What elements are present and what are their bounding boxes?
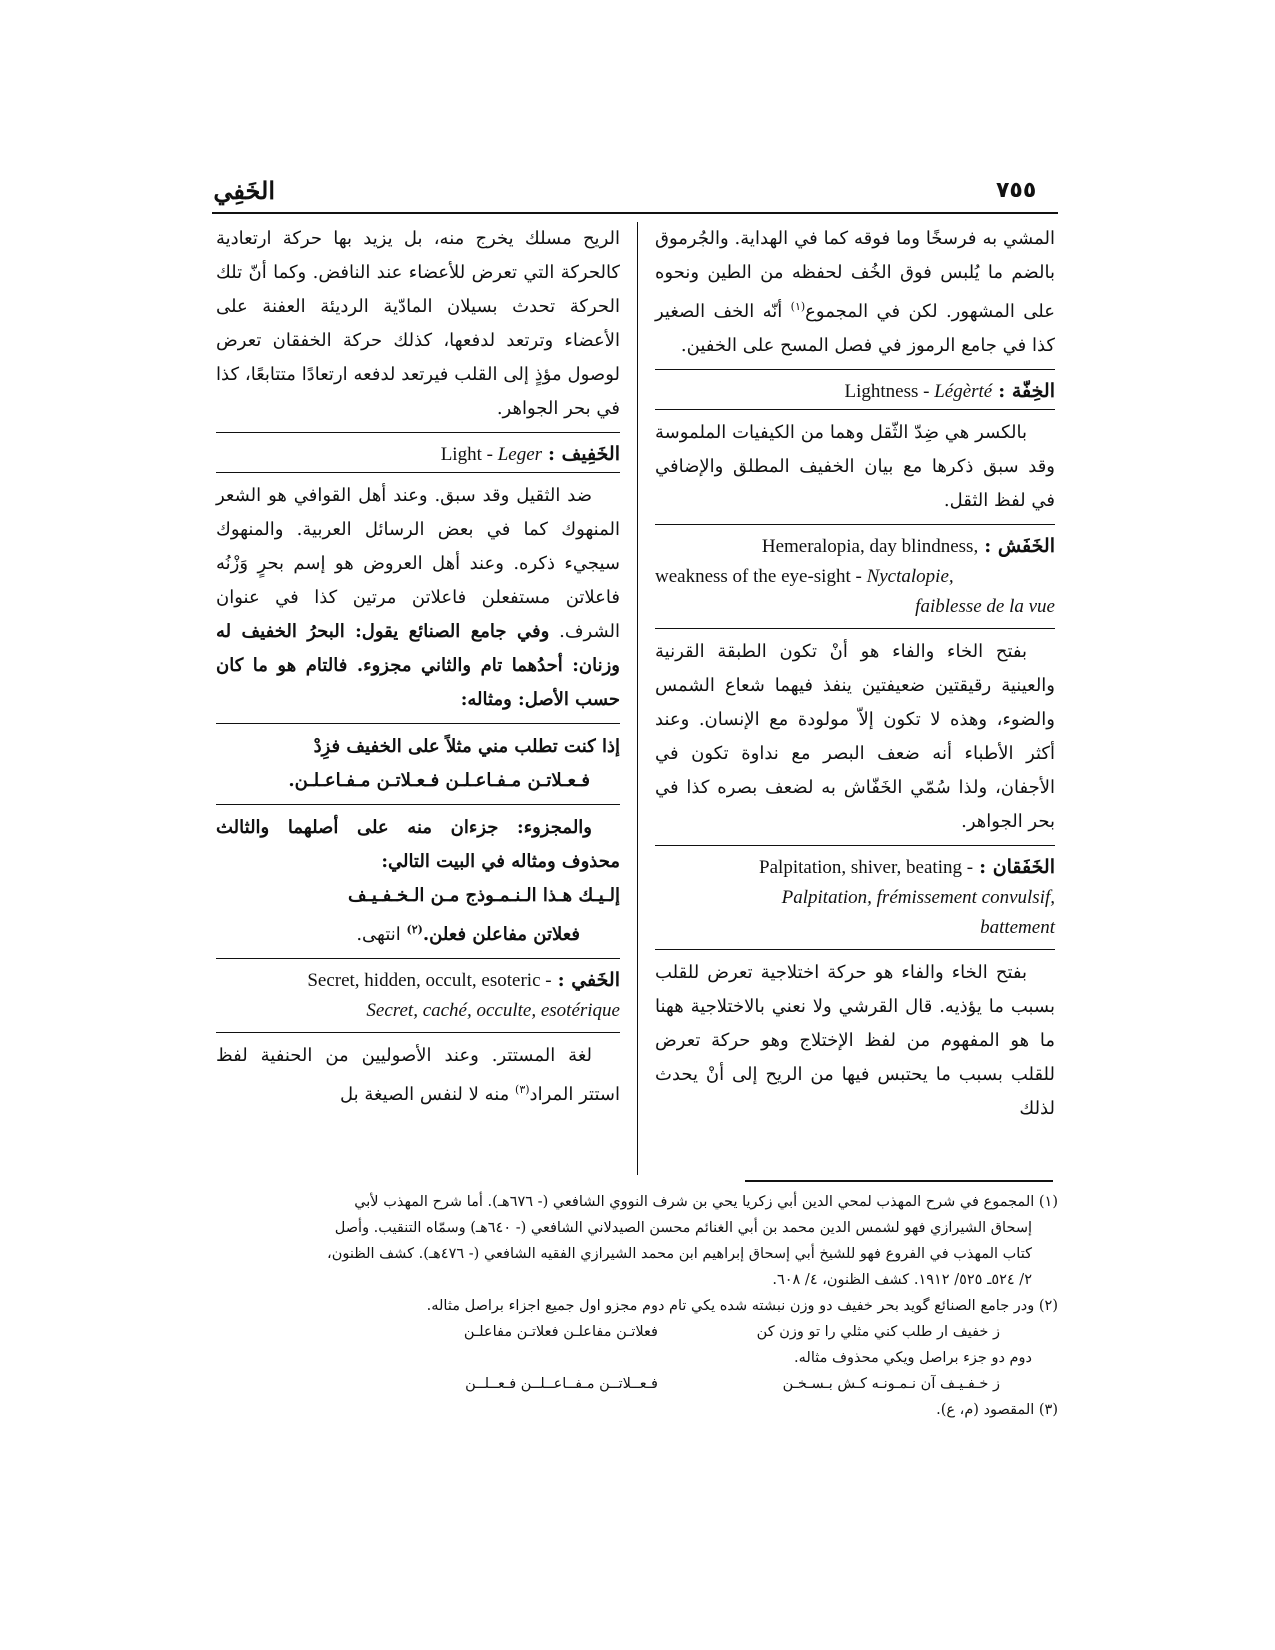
entry-separator [655, 949, 1055, 950]
footnote-2-verse-row [206, 1319, 1058, 1345]
entry-separator [655, 409, 1055, 410]
gloss-french: Nyctalopie, [866, 566, 954, 587]
footnote-1-line: (١) المجموع في شرح المهذب لمحي الدين أبي زكريا يحي بن شرف النووي الشافعي (- ٦٧٦هـ). أما شرح المهذب لأبي [354, 1194, 1058, 1210]
footnote-rule [745, 1180, 1053, 1182]
entry-body [216, 479, 620, 717]
left-column [216, 222, 620, 1112]
verse-line: فـعـلاتـن مـفـاعـلـن فـعـلاتـن مـفـاعـلـن. [288, 770, 590, 791]
entry-header-khiffa [655, 380, 1055, 403]
header-rule [212, 212, 1058, 214]
gloss-french: Légèrté [934, 381, 993, 402]
verse-hemistich: ز خـفـيـف آن نـمـونـه كـش بـسـخـن [782, 1376, 1000, 1392]
entry-separator [216, 1032, 620, 1033]
entry-body-bold: والمجزوء: جزءان منه على أصلهما والثالث محذوف ومثاله في البيت التالي: [216, 817, 620, 872]
page-number: ٧٥٥ [996, 178, 1037, 203]
verse-example-1 [216, 730, 620, 798]
entry-body: بفتح الخاء والفاء هو حركة اختلاجية تعرض للقلب بسبب ما يؤذيه. قال القرشي ولا نعني بالاختلاجية ههنا ما هو المفهوم من لفظ الإختلاج وهو حركة تعرض للقلب بسبب ما يحتبس فيها من الريح إلى أنْ يحدث لذلك [655, 962, 1055, 1119]
entry-separator [655, 524, 1055, 525]
footnote-1-line: ٢/ ٥٢٤ـ ٥٢٥/ ١٩١٢. كشف الظنون، ٤/ ٦٠٨. [772, 1272, 1032, 1288]
footnote-ref-2: (٢) [406, 923, 423, 936]
verse-line-2 [216, 913, 620, 952]
entry-body: بفتح الخاء والفاء هو أنْ تكون الطبقة القرنية والعينية رقيقتين ضعيفتين ينفذ فيهما شعاع الشمس والضوء، وهذه لا تكون إلاّ مولودة مع الإنسان. وعند أكثر الأطباء أنه ضعف البصر مع نداوة تكون في الأجفان، ولذا سُمّي الخَفّاش به لضعف بصره كذا في بحر الجواهر. [655, 641, 1055, 832]
entry-separator [655, 845, 1055, 846]
footnote-ref-3: (٣) [515, 1083, 530, 1096]
headword: الخَفَقان : [979, 856, 1055, 878]
footnote-ref-1: (١) [790, 300, 806, 313]
paragraph-text: المشي به فرسخًا وما فوقه كما في الهداية. والجُرموق بالضم ما يُلبس فوق الخُف لحفظه من الطين ونحوه على المشهور. لكن في المجموع [655, 228, 1055, 322]
gloss-line [655, 562, 1055, 592]
verse-example-2 [216, 879, 620, 952]
right-column [655, 222, 1055, 1126]
headword: الخِفّة : [998, 380, 1055, 402]
verse-end-text: انتهى. [356, 924, 407, 945]
verse-line: إذا كنت تطلب مني مثلاً على الخفيف فزِدْ [313, 736, 620, 757]
gloss-english: Light - [440, 444, 498, 465]
footnote-1-line: كتاب المهذب في الفروع فهو للشيخ أبي إسحاق إبراهيم ابن محمد الشيرازي الفقيه الشافعي (- ٤٧٦هـ). كشف الظنون، [327, 1246, 1032, 1262]
gloss-english: Hemeralopia, day blindness, [761, 536, 979, 557]
verse-hemistich: فـعــلاتــن مـفــاعــلــن فـعــلــن [465, 1376, 658, 1392]
entry-separator [216, 472, 620, 473]
entry-separator [655, 369, 1055, 370]
gloss-english: Palpitation, shiver, beating - [759, 857, 974, 878]
headword: الخَفِيف : [548, 443, 620, 465]
entry-body: بالكسر هي ضِدّ الثّقل وهما من الكيفيات الملموسة وقد سبق ذكرها مع بيان الخفيف المطلق والإضافي في لفظ الثقل. [655, 422, 1055, 511]
entry-text: لغة المستتر. وعند الأصوليين من الحنفية لفظ استتر المراد [216, 1045, 620, 1105]
verse-separator [216, 723, 620, 724]
headword: الخَفي : [557, 969, 620, 991]
gloss-french-line: Palpitation, frémissement convulsif, [781, 887, 1055, 908]
entry-separator [216, 958, 620, 959]
entry-header-khafaqan [655, 856, 1055, 879]
entry-text-end: منه لا لنفس الصيغة بل [339, 1084, 516, 1105]
footnote-3-line: (٣) المقصود (م، ع). [936, 1402, 1058, 1418]
verse-hemistich: ز خفيف ار طلب كني مثلي را تو وزن كن [756, 1324, 1000, 1340]
footnote-2-line: (٢) ودر جامع الصنائع گويد بحر خفيف دو وزن نبشته شده يكي تام دوم مجزو اول جميع اجزاء براصل مثاله. [426, 1298, 1058, 1314]
entry-separator [655, 628, 1055, 629]
gloss [844, 381, 992, 403]
footnote-1-line: إسحاق الشيرازي فهو لشمس الدين محمد بن أبي الغنائم محسن الصيدلاني الشافعي (- ٦٤٠هـ) وسمّاه التنقيب. وأصل [334, 1220, 1032, 1236]
column-divider [637, 222, 638, 1175]
entry-separator [216, 432, 620, 433]
running-head-title: الخَفِي [213, 176, 275, 205]
entry-text-bold: وفي جامع الصنائع يقول: البحرُ الخفيف له وزنان: أحدُهما تام والثاني مجزوء. فالتام هو ما كان حسب الأصل: ومثاله: [216, 621, 620, 710]
entry-body [216, 1039, 620, 1112]
entry-header-khafi [216, 969, 620, 992]
verse-text: فعلاتن مفاعلن فعلن. [422, 924, 580, 945]
gloss-english: Lightness - [844, 381, 935, 402]
gloss-french: Leger [497, 444, 543, 465]
footnote-2-line: دوم دو جزء براصل ويكي محذوف مثاله. [794, 1350, 1032, 1366]
gloss-french-line: Secret, caché, occulte, esotérique [366, 1000, 620, 1021]
footnotes [206, 1189, 1058, 1423]
footnote-2-verse-row [206, 1371, 1058, 1397]
headword: الخَفَش : [984, 535, 1055, 557]
entry-header-khafif [216, 443, 620, 466]
left-continuation-paragraph: الريح مسلك يخرج منه، بل يزيد بها حركة ارتعادية كالحركة التي تعرض للأعضاء عند النافض. وكما أنّ تلك الحركة تحدث بسيلان المادّية الرديئة العفنة على الأعضاء وترتعد لدفعها، كذلك حركة الخفقان تعرض لوصول مؤذٍ إلى القلب فيرتعد لدفعه ارتعادًا متتابعًا، كذا في بحر الجواهر. [216, 228, 620, 419]
verse-hemistich: فعلاتـن مفاعلـن فعلاتـن مفاعلـن [463, 1324, 658, 1340]
entry-header-khafash [655, 535, 1055, 558]
gloss-french-line: battement [980, 917, 1055, 938]
right-continuation-paragraph [655, 222, 1055, 363]
paragraph-text-end: أنّه الخف الصغير كذا في جامع الرموز في فصل المسح على الخفين. [655, 301, 1055, 356]
verse-separator [216, 804, 620, 805]
gloss-french-line: faiblesse de la vue [915, 596, 1055, 617]
gloss-english: Secret, hidden, occult, esoteric - [307, 970, 552, 991]
gloss-english: weakness of the eye-sight - [655, 566, 867, 587]
verse-line: إلـيـك هـذا الـنـمـوذج مـن الـخـفـيـف [348, 885, 620, 906]
entry-text: ضد الثقيل وقد سبق. وعند أهل القوافي هو الشعر المنهوك كما في بعض الرسائل العربية. والمنهوك سيجيء ذكره. وعند أهل العروض هو إسم بحرٍ وَزْنُه فاعلاتن مستفعلن فاعلاتن مرتين كذا في عنوان الشرف. [216, 485, 620, 642]
gloss [441, 444, 542, 466]
